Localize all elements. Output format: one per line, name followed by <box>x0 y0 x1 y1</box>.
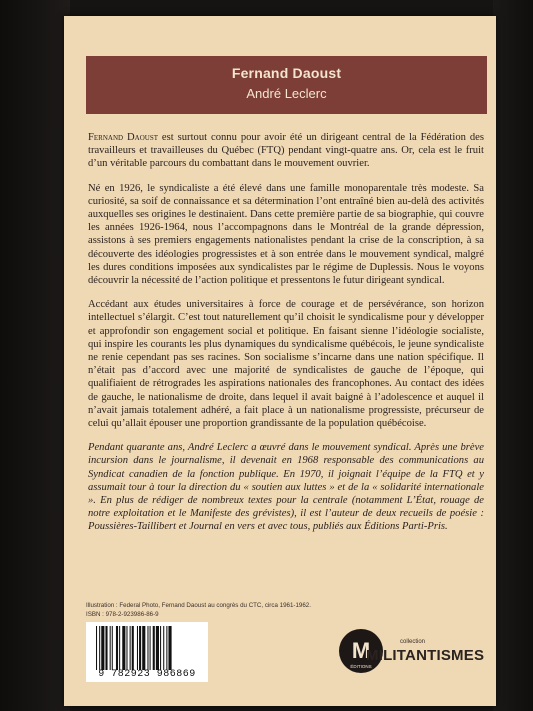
book-author: André Leclerc <box>246 86 327 101</box>
publisher-logo <box>338 628 488 676</box>
barcode-icon <box>94 626 202 670</box>
title-band <box>86 56 487 114</box>
table-backdrop-left <box>0 0 70 711</box>
logo-mark-letter: M <box>351 638 371 663</box>
paragraph-intro-text: est surtout connu pour avoir été un dirigeant central de la Fédération des travailleurs et travailleuses du Québec (FTQ) pendant vingt-quatre ans. Or, cela est le fruit d’un véritable parcours du combattant dans le mouvement ouvrier. <box>88 132 484 170</box>
book-back-cover <box>64 16 496 706</box>
paragraph-childhood: Né en 1926, le syndicaliste a été élevé dans une famille monoparentale très modeste. Sa curiosité, sa soif de connaissance et sa détermination l’ont entraîné bien au-delà des activités auxquelles ses origines le destinaient. Dans cette première partie de sa biographie, qui couvre les années 1926-1964, nous l’accompagnons dans le Montréal de la grande dépression, assistons à ses premiers engagements nationalistes pendant la crise de la conscription, à sa découverte des idéologies progressistes et à son entrée dans le mouvement syndical, malgré les dures conditions imposées aux syndicalistes par le régime de Duplessis. Nous le voyons découvrir la nécessité de l’action politique et pressentons le futur dirigeant syndical. <box>88 182 484 287</box>
barcode-number: 9 782923 986869 <box>98 669 196 680</box>
table-backdrop-right <box>493 0 533 711</box>
logo-publisher: ÉDITIONS <box>350 664 372 669</box>
paragraph-intro <box>88 131 484 171</box>
subject-name: Fernand Daoust <box>88 132 158 143</box>
illustration-credit: Illustration : Federal Photo, Fernand Daoust au congrès du CTC, circa 1961-1962. <box>86 602 311 609</box>
credits <box>86 601 406 619</box>
isbn: ISBN : 978-2-923986-86-9 <box>86 611 159 618</box>
logo-collection-name: MILITANTISMES <box>366 647 485 664</box>
paragraph-education: Accédant aux études universitaires à force de courage et de persévérance, son horizon intellectuel s’élargit. C’est tout naturellement qu’il choisit le syndicalisme pour y développer et approfondir son engagement social et politique. En faisant sienne l’idéologie socialiste, qui inspire les courants les plus dynamiques du syndicalisme québécois, le jeune syndicaliste ne renie cependant pas ses racines. Son socialisme s’incarne dans une nation spécifique. Il n’était pas d’accord avec une majorité de syndicalistes de gauche de l’époque, qui qualifiaient de rétrogrades les aspirations nationales des francophones. Au contact des idées de gauche, le nationalisme de droite, dans lequel il avait baigné à l’adolescence et auquel il n’avait jamais totalement adhéré, a fait place à un nationalisme progressiste, précurseur de celui qu’allait épouser une proportion grandissante de la population québécoise. <box>88 299 484 430</box>
logo-collection-label: collection <box>400 639 426 645</box>
barcode-label <box>86 622 208 682</box>
book-title: Fernand Daoust <box>231 65 342 81</box>
paragraph-author-bio: Pendant quarante ans, André Leclerc a œuvré dans le mouvement syndical. Après une brève incursion dans le journalisme, il devenait en 1968 responsable des communications au Syndicat canadien de la fonction publique. En 1970, il joignait l’équipe de la FTQ et y assumait tour à tour la direction du « soutien aux luttes » et de la « solidarité internationale ». En plus de rédiger de nombreux textes pour la centrale (notamment L’État, rouage de notre exploitation et le Manifeste des grévistes), il est l’auteur de deux recueils de poésie : Poussières-Taillibert et Journal en vers et avec tous, publiés aux Éditions Parti-Pris. <box>88 442 484 533</box>
blurb-text <box>88 131 484 545</box>
